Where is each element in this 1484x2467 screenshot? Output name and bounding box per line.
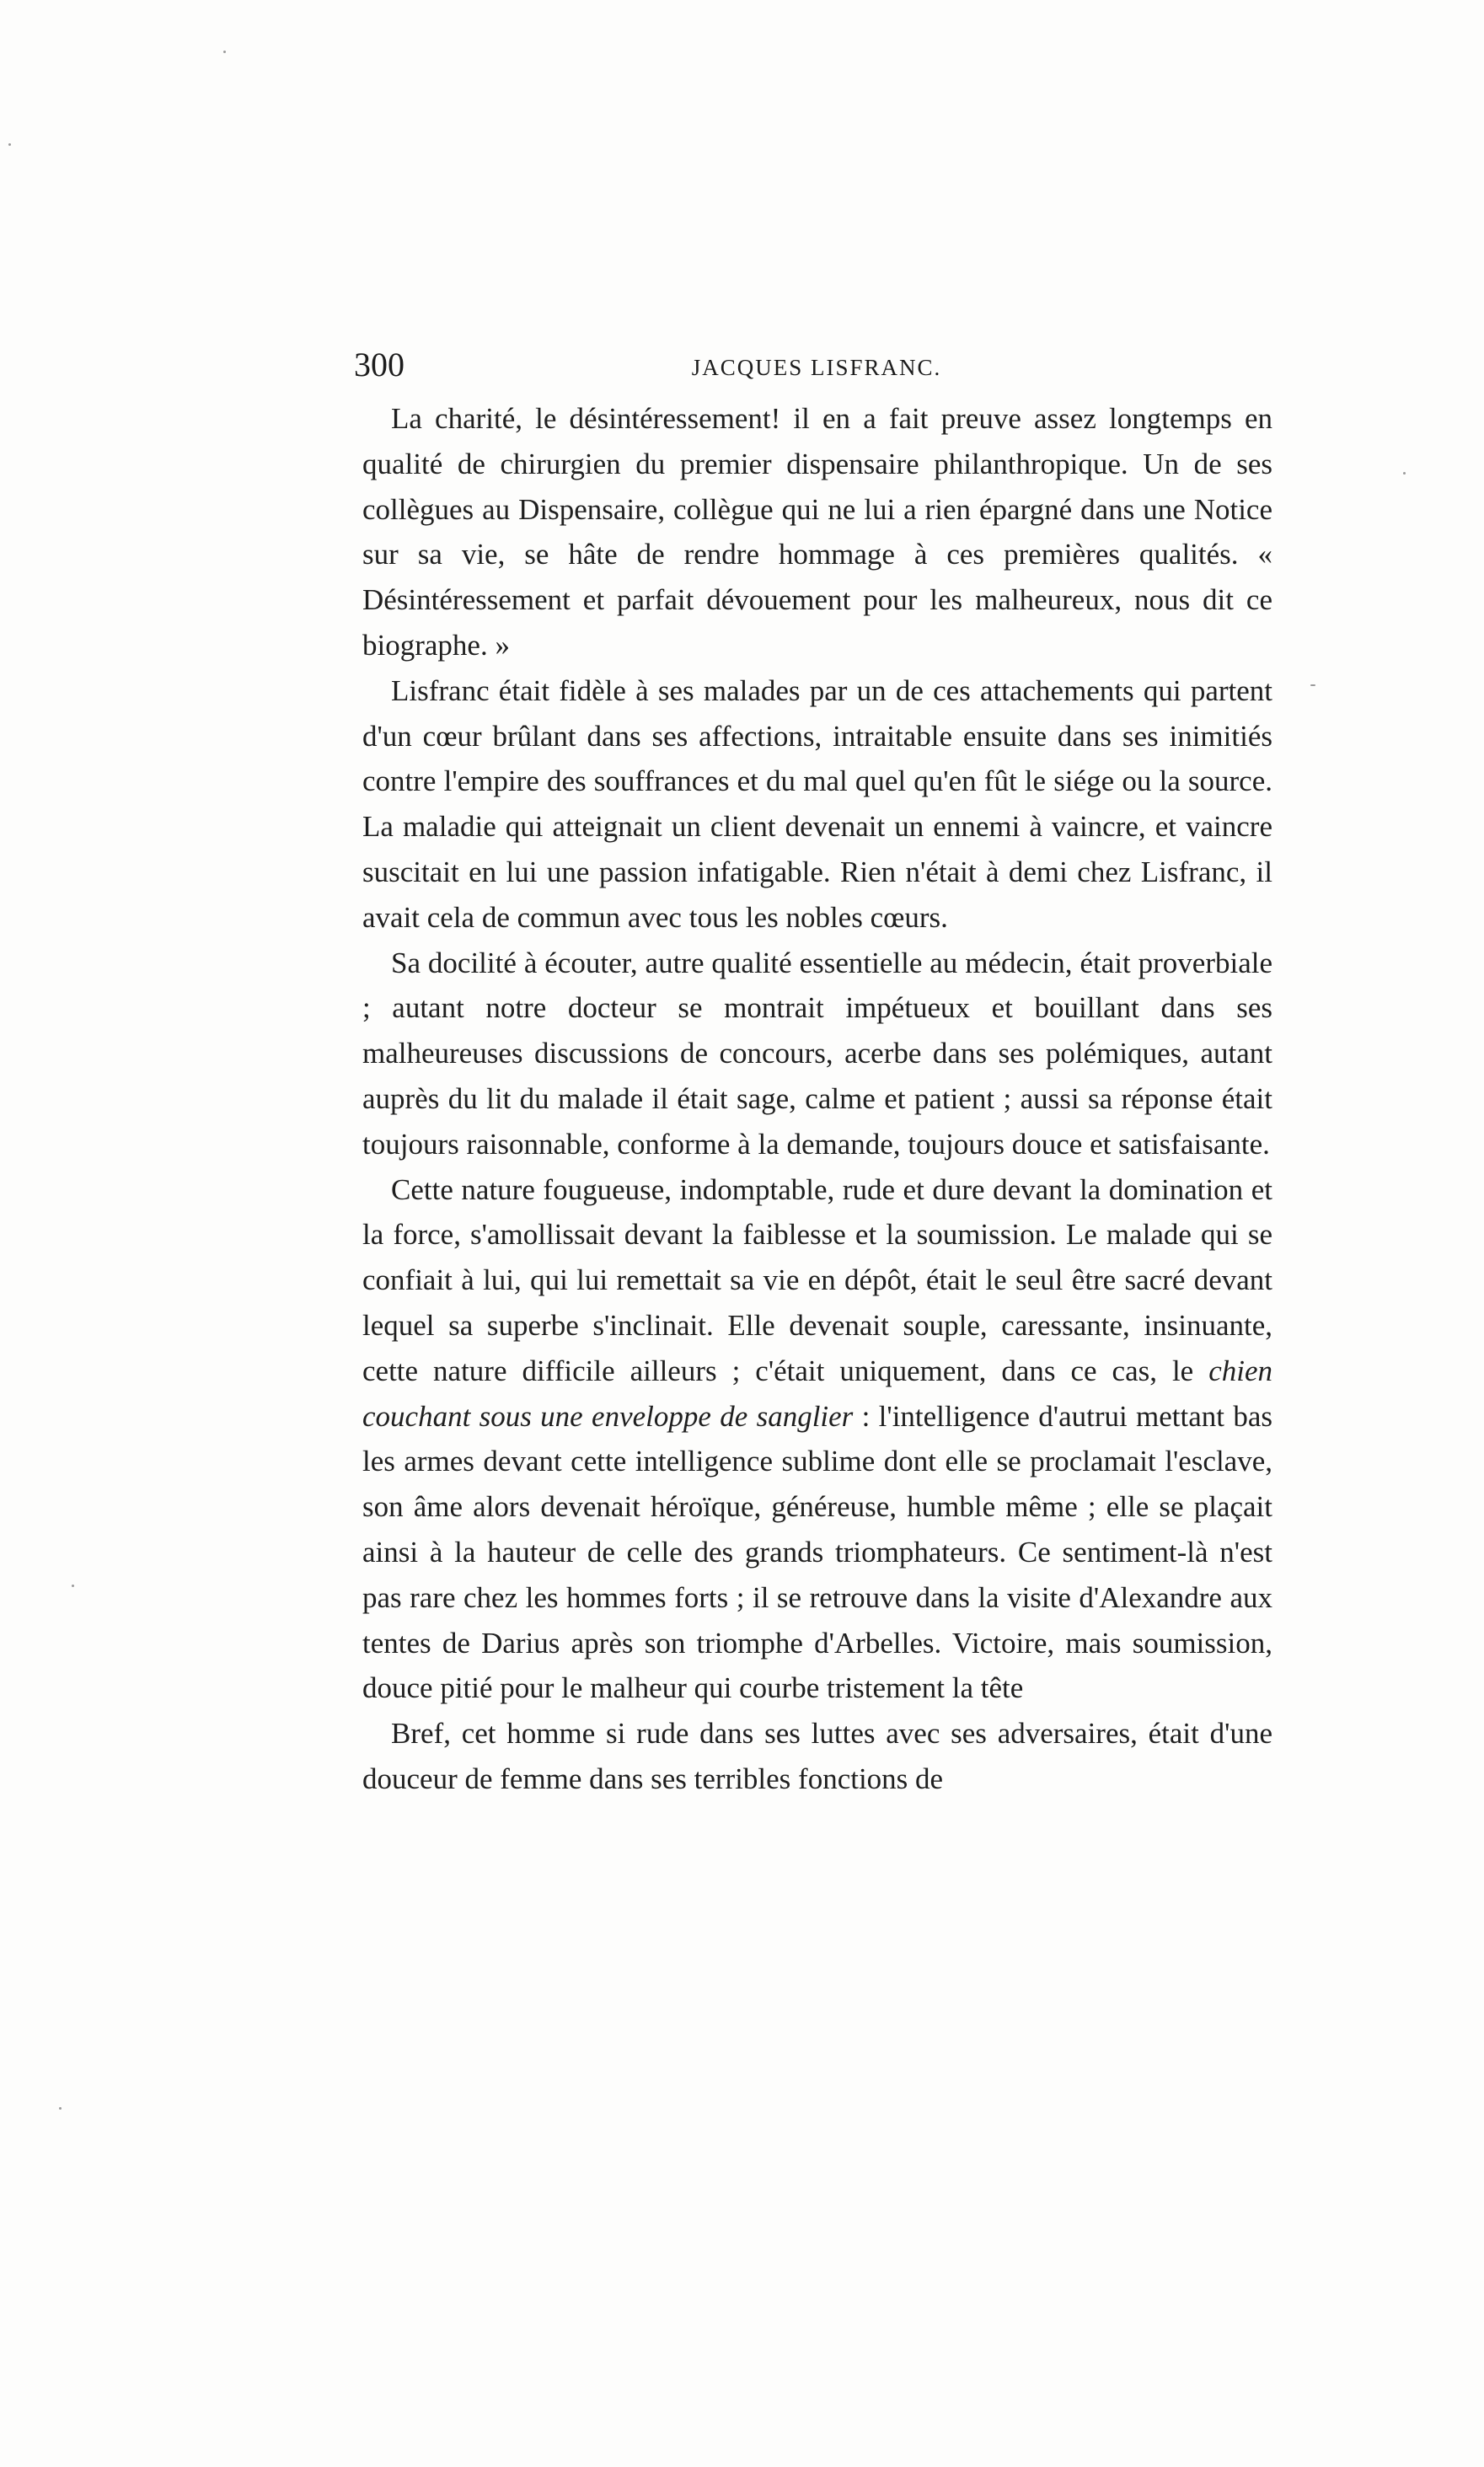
paragraph-charity: La charité, le désintéressement! il en a fait preuve assez longtemps en qualité de chirurgien du premier dispensaire philanthropique. Un de ses collègues au Dispensaire, collègue qui ne lui a rien épargné dans une Notice sur sa vie, se hâte de rendre hommage à ces premières qualités. « Désintéressement et parfait dévouement pour les malheureux, nous dit ce biographe. » (362, 402, 1272, 662)
paper-speck (8, 143, 11, 146)
paper-speck (72, 1585, 74, 1587)
paragraph-brief: Bref, cet homme si rude dans ses luttes avec ses adversaires, était d'une douceur de femme dans ses terribles fonctions de (362, 1717, 1272, 1795)
body-text (362, 396, 1272, 1802)
page-header (354, 340, 1279, 390)
paper-speck (1310, 684, 1315, 686)
running-head: JACQUES LISFRANC. (691, 355, 942, 380)
paper-speck (1403, 472, 1406, 475)
paragraph-nature (362, 1167, 1272, 1712)
page-number: 300 (354, 346, 404, 383)
paragraph-fidelity: Lisfranc était fidèle à ses malades par un de ces attachements qui partent d'un cœur brûlant dans ses affections, intraitable ensuite dans ses inimitiés contre l'empire des souffrances et du mal quel qu'en fût le siége ou la source. La maladie qui atteignait un client devenait un ennemi à vaincre, et vaincre suscitait en lui une passion infatigable. Rien n'était à demi chez Lisfranc, il avait cela de commun avec tous les nobles cœurs. (362, 673, 1272, 934)
paper-speck (59, 2107, 62, 2110)
paper-speck (223, 51, 226, 53)
paragraph-nature-text-after: : l'intelligence d'autrui mettant bas les armes devant cette intelligence sublime dont elle se proclamait l'esclave, son âme alors devenait héroïque, généreuse, humble même ; elle se plaçait ainsi à la hauteur de celle des grands triomphateurs. Ce sentiment-là n'est pas rare chez les hommes forts ; il se retrouve dans la visite d'Alexandre aux tentes de Darius après son triomphe d'Arbelles. Victoire, mais soumission, douce pitié pour le malheur qui courbe tristement la tête (362, 1399, 1272, 1705)
paragraph-nature-italic-phrase: chien couchant sous une enveloppe de sanglier (362, 1354, 1272, 1433)
paragraph-docility: Sa docilité à écouter, autre qualité essentielle au médecin, était proverbiale ; autant notre docteur se montrait impétueux et bouillant dans ses malheureuses discussions de concours, acerbe dans ses polémiques, autant auprès du lit du malade il était sage, calme et patient ; aussi sa réponse était toujours raisonnable, conforme à la demande, toujours douce et satisfaisante. (362, 946, 1272, 1161)
paragraph-nature-text-before: Cette nature fougueuse, indomptable, rude et dure devant la domination et la force, s'amollissait devant la faiblesse et la soumission. Le malade qui se confiait à lui, qui lui remettait sa vie en dépôt, était le seul être sacré devant lequel sa superbe s'inclinait. Elle devenait souple, caressante, insinuante, cette nature difficile ailleurs ; c'était uniquement, dans ce cas, le (362, 1172, 1272, 1387)
